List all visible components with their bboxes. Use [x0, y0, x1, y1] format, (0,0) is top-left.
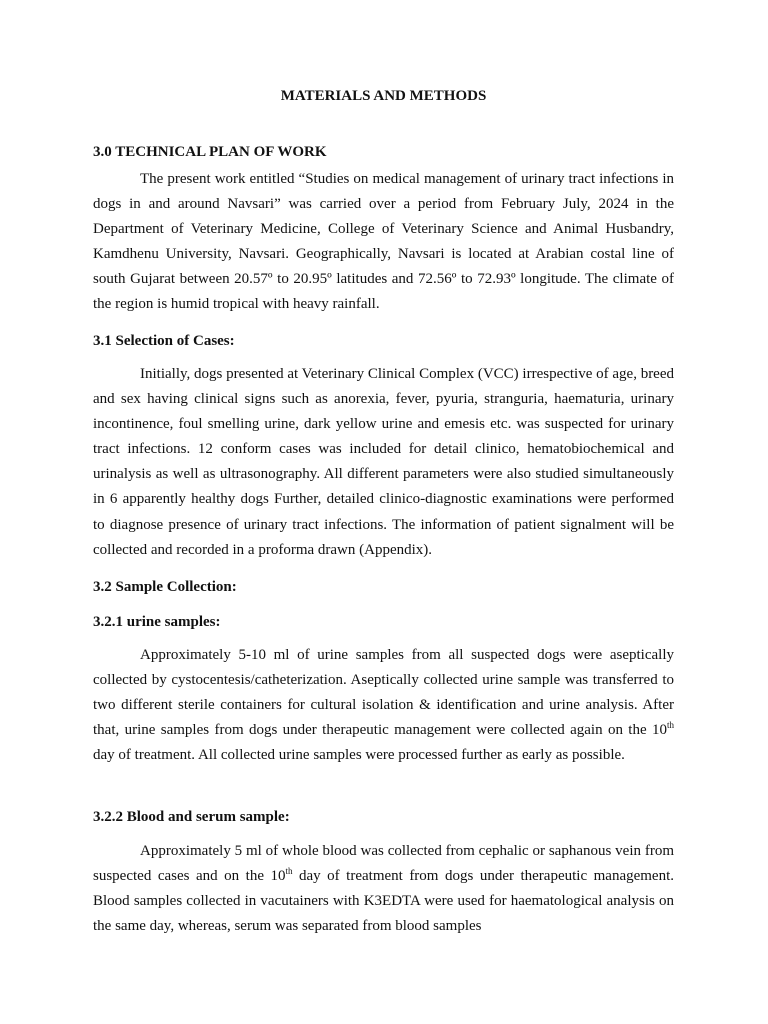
section-heading-3-2-2: 3.2.2 Blood and serum sample:	[93, 809, 290, 825]
paragraph-urine-samples	[93, 643, 674, 768]
section-heading-3-0: 3.0 TECHNICAL PLAN OF WORK	[93, 144, 327, 160]
ordinal-superscript: th	[666, 720, 674, 731]
ordinal-superscript: th	[285, 866, 293, 877]
paragraph-technical-plan: The present work entitled “Studies on medical management of urinary tract infections in dogs in and around Navsari” was carried over a period from February July, 2024 in the Department of Veterinary Medicine, College of Veterinary Science and Animal Husbandry, Kamdhenu University, Navsari. Geographically, Navsari is located at Arabian costal line of south Gujarat between 20.57º to 20.95º latitudes and 72.56º to 72.93º longitude. The climate of the region is humid tropical with heavy rainfall.	[93, 171, 674, 313]
section-heading-3-2-1: 3.2.1 urine samples:	[93, 614, 221, 630]
page-title: MATERIALS AND METHODS	[280, 88, 487, 104]
paragraph-urine-text-2: day of treatment. All collected urine samples were processed further as early as possible.	[93, 747, 625, 764]
paragraph-selection-of-cases: Initially, dogs presented at Veterinary Clinical Complex (VCC) irrespective of age, breed and sex having clinical signs such as anorexia, fever, pyuria, stranguria, haematuria, urinary incontinence, foul smelling urine, dark yellow urine and emesis etc. was suspected for urinary tract infections. 12 conform cases was included for detail clinico, hematobiochemical and urinalysis as well as ultrasonography. All different parameters were also studied simultaneously in 6 apparently healthy dogs Further, detailed clinico-diagnostic examinations were performed to diagnose presence of urinary tract infections. The information of patient signalment will be collected and recorded in a proforma drawn (Appendix).	[93, 366, 675, 558]
section-heading-3-1: 3.1 Selection of Cases:	[93, 333, 235, 349]
section-heading-3-2: 3.2 Sample Collection:	[93, 579, 237, 595]
paragraph-urine-text-1: Approximately 5-10 ml of urine samples from all suspected dogs were aseptically collected by cystocentesis/catheterization. Aseptically collected urine sample was transferred to two different sterile containers for cultural isolation & identification and urine analysis. After that, urine samples from dogs under therapeutic management were collected again on the 10	[93, 647, 674, 739]
paragraph-blood-serum-sample	[93, 839, 674, 939]
paragraph-blood-text-1: Approximately 5 ml of whole blood was collected from cephalic or saphanous vein from suspected cases and on the 10	[93, 843, 674, 885]
paragraph-blood-text-2: day of treatment from dogs under therapeutic management. Blood samples collected in vacutainers with K3EDTA were used for haematological analysis on the same day, whereas, serum was separated from blood samples	[93, 868, 674, 935]
